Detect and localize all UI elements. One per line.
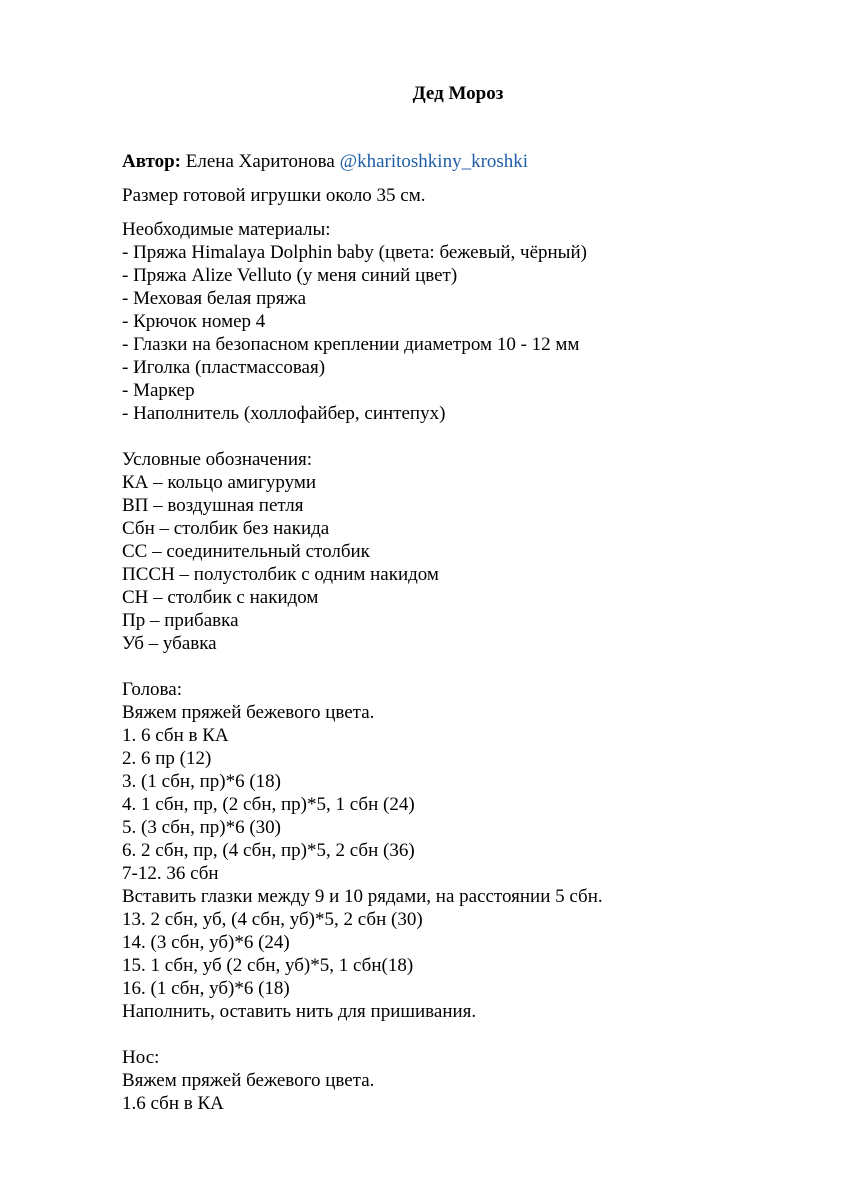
legend-item: ПССН – полустолбик с одним накидом [122, 564, 439, 585]
materials-item: - Глазки на безопасном креплении диаметром 10 - 12 мм [122, 334, 580, 355]
materials-heading: Необходимые материалы: [122, 219, 331, 240]
materials-item: - Меховая белая пряжа [122, 288, 307, 309]
head-heading: Голова: [122, 679, 182, 700]
legend-item: ВП – воздушная петля [122, 495, 304, 516]
head-row: Вставить глазки между 9 и 10 рядами, на расстоянии 5 сбн. [122, 886, 603, 907]
head-row: 1. 6 сбн в КА [122, 725, 229, 746]
author-line [122, 150, 822, 174]
legend-item: СН – столбик с накидом [122, 587, 319, 608]
author-name: Елена Харитонова [185, 151, 335, 172]
head-row: 14. (3 сбн, уб)*6 (24) [122, 932, 290, 953]
materials-item: - Пряжа Alize Velluto (у меня синий цвет) [122, 265, 458, 286]
head-row: 13. 2 сбн, уб, (4 сбн, уб)*5, 2 сбн (30) [122, 909, 423, 930]
legend-section [122, 448, 822, 655]
head-row: 2. 6 пр (12) [122, 748, 212, 769]
nose-row: 1.6 сбн в КА [122, 1093, 224, 1114]
head-row: 16. (1 сбн, уб)*6 (18) [122, 978, 290, 999]
legend-item: СС – соединительный столбик [122, 541, 370, 562]
materials-item: - Иголка (пластмассовая) [122, 357, 326, 378]
materials-section [122, 218, 822, 425]
materials-item: - Маркер [122, 380, 195, 401]
author-label: Автор: [122, 151, 181, 172]
head-row: 4. 1 сбн, пр, (2 сбн, пр)*5, 1 сбн (24) [122, 794, 415, 815]
legend-item: КА – кольцо амигуруми [122, 472, 317, 493]
legend-item: Сбн – столбик без накида [122, 518, 330, 539]
head-row: Вяжем пряжей бежевого цвета. [122, 702, 375, 723]
head-row: 6. 2 сбн, пр, (4 сбн, пр)*5, 2 сбн (36) [122, 840, 415, 861]
nose-section [122, 1046, 822, 1115]
materials-item: - Наполнитель (холлофайбер, синтепух) [122, 403, 446, 424]
materials-item: - Крючок номер 4 [122, 311, 266, 332]
document-body [122, 150, 822, 1115]
materials-item: - Пряжа Himalaya Dolphin baby (цвета: бежевый, чёрный) [122, 242, 587, 263]
nose-row: Вяжем пряжей бежевого цвета. [122, 1070, 375, 1091]
head-row: Наполнить, оставить нить для пришивания. [122, 1001, 477, 1022]
head-row: 7-12. 36 сбн [122, 863, 219, 884]
nose-heading: Нос: [122, 1047, 160, 1068]
author-handle-link[interactable]: @kharitoshkiny_kroshki [339, 151, 529, 172]
head-row: 15. 1 сбн, уб (2 сбн, уб)*5, 1 сбн(18) [122, 955, 414, 976]
toy-size-text: Размер готовой игрушки около 35 см. [122, 185, 426, 206]
legend-item: Уб – убавка [122, 633, 217, 654]
head-section [122, 678, 822, 1023]
head-row: 5. (3 сбн, пр)*6 (30) [122, 817, 281, 838]
legend-item: Пр – прибавка [122, 610, 239, 631]
page-title: Дед Мороз [412, 83, 504, 104]
legend-heading: Условные обозначения: [122, 449, 313, 470]
head-row: 3. (1 сбн, пр)*6 (18) [122, 771, 281, 792]
